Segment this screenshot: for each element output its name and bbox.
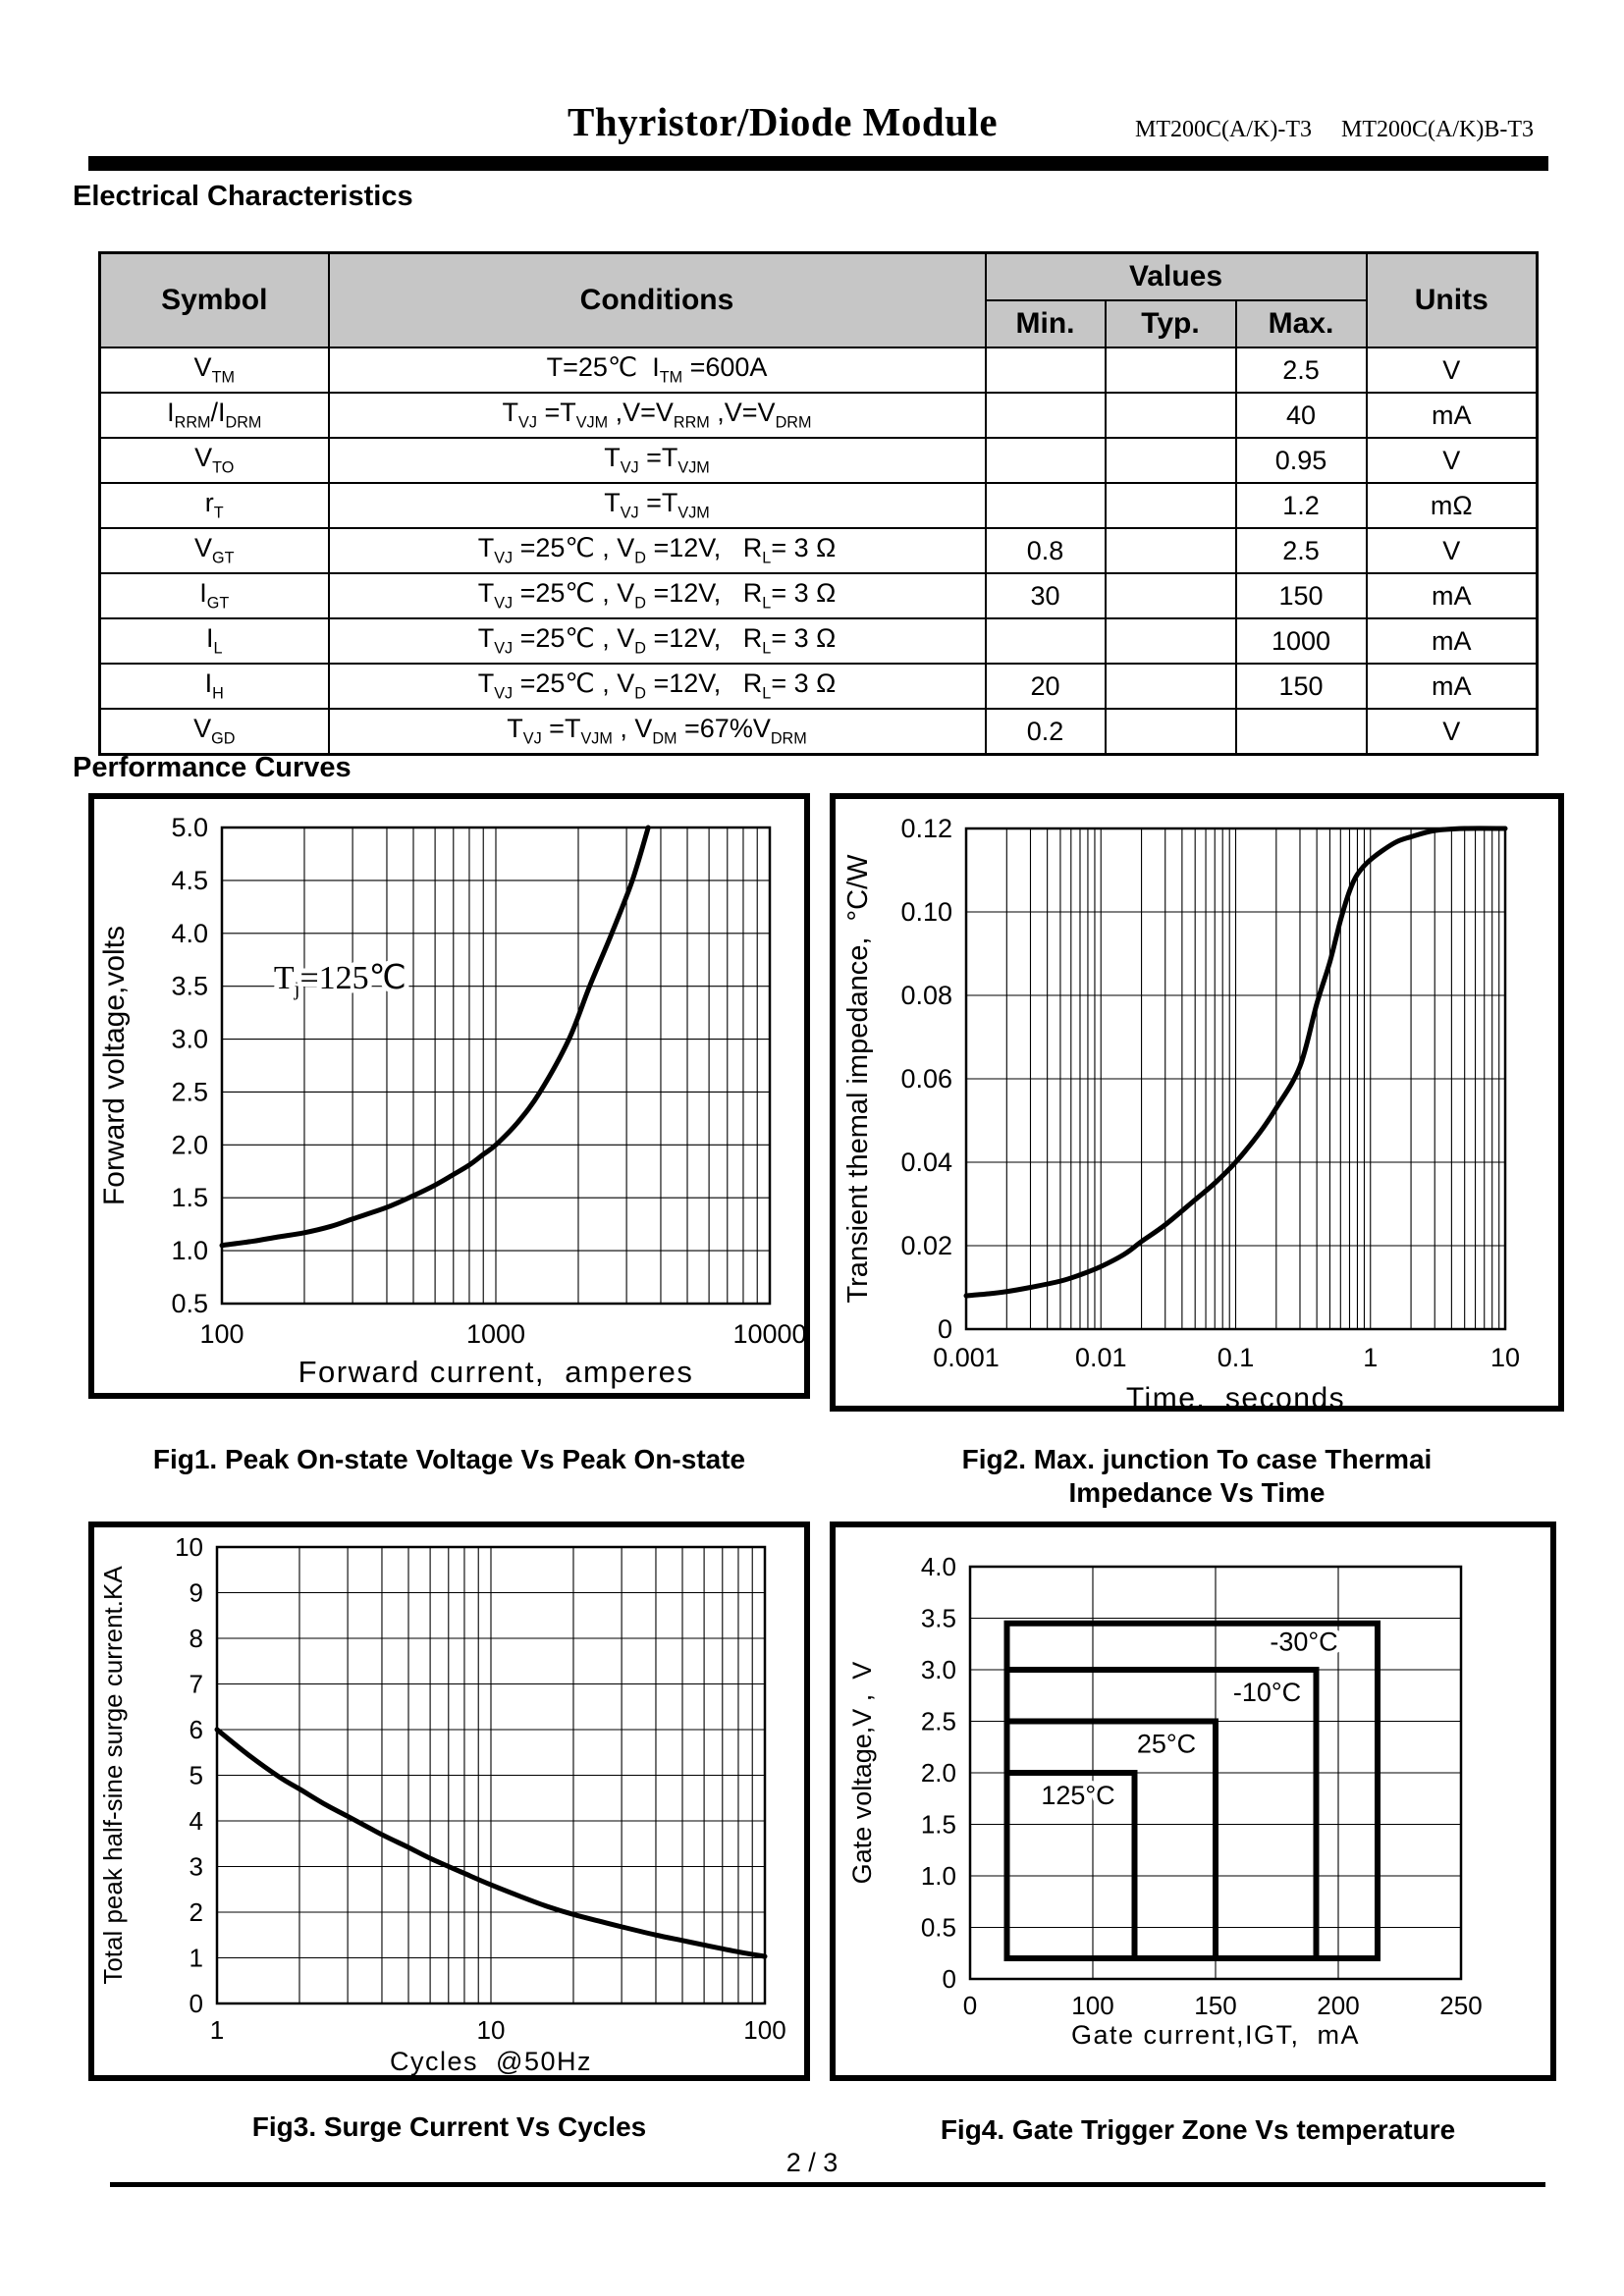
col-header-symbol: Symbol — [100, 253, 329, 348]
grid-lines — [217, 1547, 765, 2003]
x-tick-label: 0.1 — [1217, 1343, 1255, 1372]
y-tick-label: 1.5 — [920, 1809, 956, 1840]
y-tick-label: 0.5 — [920, 1912, 956, 1943]
col-header-max: Max. — [1236, 300, 1367, 347]
cell-min — [986, 438, 1106, 483]
y-tick-label: 4.5 — [171, 865, 208, 895]
chart-annotation: $T_j=125℃$ — [273, 960, 406, 1001]
x-tick-label: 100 — [1071, 1991, 1114, 2020]
cell-symbol: $I_{GT}$ — [100, 573, 329, 618]
fig2-caption — [830, 1443, 1564, 1510]
cell-typ — [1106, 709, 1236, 755]
table-row — [100, 664, 1538, 709]
y-axis-label: Total peak half-sine surge current.KA — [98, 1566, 128, 1985]
cell-typ — [1106, 483, 1236, 528]
cell-conditions: $T_{VJ}$ =25℃ , $V_D =12V$, $R_L= 3$ Ω — [329, 528, 986, 573]
cell-typ — [1106, 528, 1236, 573]
cell-max: 40 — [1236, 393, 1367, 438]
cell-max: 1000 — [1236, 618, 1367, 664]
cell-min — [986, 618, 1106, 664]
y-tick-label: 8 — [189, 1624, 203, 1653]
cell-conditions: $T_{VJ} =T_{VJM}$ $,V=V_{RRM}$ $,V=V_{DRM}$ — [329, 393, 986, 438]
col-header-units: Units — [1367, 253, 1538, 348]
cell-units: mA — [1367, 393, 1538, 438]
x-tick-label: 250 — [1439, 1991, 1483, 2020]
x-tick-label: 150 — [1194, 1991, 1237, 2020]
y-tick-label: 0.10 — [900, 897, 952, 927]
cell-conditions: $T_{VJ} =T_{VJM}$ — [329, 438, 986, 483]
cell-units: V — [1367, 528, 1538, 573]
cell-units: mA — [1367, 664, 1538, 709]
part-number-1: MT200C(A/K)-T3 — [1135, 117, 1313, 142]
fig1-chart — [88, 793, 810, 1399]
cell-max — [1236, 709, 1367, 755]
x-axis-label: Gate current,IGT, mA — [1070, 2020, 1361, 2050]
x-axis-label: Time, seconds — [1125, 1382, 1346, 1415]
zone-rect — [1007, 1670, 1317, 1958]
cell-units: V — [1367, 438, 1538, 483]
y-tick-label: 4.0 — [920, 1552, 956, 1581]
y-tick-label: 6 — [189, 1715, 203, 1744]
cell-symbol: $I_H$ — [100, 664, 329, 709]
fig2-caption-line2: Impedance Vs Time — [1068, 1477, 1326, 1508]
fig1-chart-svg — [94, 799, 807, 1393]
cell-units: mA — [1367, 573, 1538, 618]
cell-max: 150 — [1236, 573, 1367, 618]
y-tick-label: 5.0 — [171, 813, 208, 842]
cell-max: 1.2 — [1236, 483, 1367, 528]
cell-units: V — [1367, 709, 1538, 755]
cell-symbol: $V_{TM}$ — [100, 347, 329, 393]
cell-symbol: $I_{RRM}/I_{DRM}$ — [100, 393, 329, 438]
x-tick-label: 0 — [962, 1991, 978, 2020]
fig3-chart-svg — [94, 1527, 804, 2075]
y-tick-label: 7 — [189, 1669, 203, 1699]
cell-conditions: $T_{VJ} =T_{VJM}$ , $V_{DM} =67\%V_{DRM}$ — [329, 709, 986, 755]
cell-min: 30 — [986, 573, 1106, 618]
cell-min — [986, 393, 1106, 438]
cell-conditions: $T_{VJ}$ =25℃ , $V_D =12V$, $R_L= 3$ Ω — [329, 573, 986, 618]
fig2-chart-svg — [836, 799, 1558, 1415]
zone-label: 125°C — [1041, 1781, 1115, 1811]
y-tick-label: 0.02 — [900, 1231, 952, 1260]
zone-label: 25°C — [1136, 1729, 1197, 1759]
y-tick-label: 0 — [189, 1989, 203, 2018]
x-tick-label: 100 — [199, 1319, 244, 1349]
y-tick-label: 1 — [189, 1943, 203, 1973]
cell-units: V — [1367, 347, 1538, 393]
x-tick-label: 1 — [1363, 1343, 1379, 1372]
y-tick-label: 0 — [937, 1314, 952, 1344]
y-tick-label: 1.0 — [920, 1861, 956, 1891]
x-tick-label: 200 — [1317, 1991, 1360, 2020]
y-tick-label: 2 — [189, 1897, 203, 1927]
col-header-min: Min. — [986, 300, 1106, 347]
cell-min: 20 — [986, 664, 1106, 709]
col-header-values: Values — [986, 253, 1367, 301]
y-tick-label: 4.0 — [171, 918, 208, 948]
x-tick-label: 1000 — [465, 1319, 526, 1349]
footer-divider — [110, 2182, 1545, 2187]
y-axis-label: Forward voltage,volts — [98, 925, 131, 1206]
table-row — [100, 483, 1538, 528]
cell-typ — [1106, 438, 1236, 483]
header-divider — [88, 156, 1548, 171]
cell-min — [986, 483, 1106, 528]
cell-max: 0.95 — [1236, 438, 1367, 483]
page-title: Thyristor/Diode Module — [568, 99, 999, 144]
cell-max: 150 — [1236, 664, 1367, 709]
table-row — [100, 528, 1538, 573]
y-tick-label: 2.0 — [920, 1758, 956, 1788]
cell-min: 0.8 — [986, 528, 1106, 573]
cell-conditions: $T_{VJ}$ =25℃ , $V_D =12V$, $R_L= 3$ Ω — [329, 664, 986, 709]
y-tick-label: 9 — [189, 1577, 203, 1608]
part-numbers — [1135, 117, 1534, 143]
cell-conditions: $T_{VJ} =T_{VJM}$ — [329, 483, 986, 528]
cell-symbol: $V_{GD}$ — [100, 709, 329, 755]
y-tick-label: 0 — [942, 1964, 956, 1994]
y-tick-label: 0.06 — [900, 1064, 952, 1094]
y-tick-label: 3.0 — [171, 1024, 208, 1054]
x-tick-label: 10000 — [732, 1319, 807, 1349]
y-axis-label: Transient themal impedance, °C/W — [842, 854, 874, 1304]
cell-max: 2.5 — [1236, 347, 1367, 393]
y-tick-label: 4 — [189, 1806, 203, 1836]
cell-max: 2.5 — [1236, 528, 1367, 573]
electrical-characteristics-table — [98, 251, 1539, 756]
y-tick-label: 2.0 — [171, 1130, 208, 1160]
table-row — [100, 618, 1538, 664]
table-row — [100, 709, 1538, 755]
cell-units: mΩ — [1367, 483, 1538, 528]
y-tick-label: 1.5 — [171, 1183, 208, 1213]
x-axis-label: Cycles @50Hz — [390, 2047, 592, 2076]
cell-typ — [1106, 347, 1236, 393]
cell-symbol: $V_{GT}$ — [100, 528, 329, 573]
cell-symbol: $I_L$ — [100, 618, 329, 664]
table-row — [100, 393, 1538, 438]
y-tick-label: 3.5 — [920, 1603, 956, 1633]
y-tick-label: 0.5 — [171, 1289, 208, 1318]
x-tick-label: 10 — [1489, 1343, 1521, 1372]
cell-typ — [1106, 573, 1236, 618]
fig1-caption: Fig1. Peak On-state Voltage Vs Peak On-state — [152, 1444, 746, 1474]
x-tick-label: 10 — [476, 2015, 506, 2045]
fig2-caption-line1: Fig2. Max. junction To case Thermai — [961, 1444, 1433, 1474]
part-number-2: MT200C(A/K)B-T3 — [1341, 117, 1534, 142]
y-tick-label: 5 — [189, 1760, 203, 1790]
table-row — [100, 438, 1538, 483]
table-row — [100, 347, 1538, 393]
zone-label: -10°C — [1232, 1678, 1302, 1708]
y-tick-label: 3.5 — [171, 971, 208, 1001]
cell-conditions: $T_{VJ}$ =25℃ , $V_D =12V$, $R_L= 3$ Ω — [329, 618, 986, 664]
cell-symbol: $r_T$ — [100, 483, 329, 528]
fig4-caption: Fig4. Gate Trigger Zone Vs temperature — [940, 2114, 1456, 2145]
y-tick-label: 10 — [175, 1532, 203, 1562]
x-tick-label: 0.001 — [933, 1343, 1000, 1372]
y-tick-label: 2.5 — [171, 1077, 208, 1107]
y-tick-label: 0.04 — [900, 1148, 952, 1177]
x-axis-label: Forward current, amperes — [298, 1355, 694, 1389]
section-performance-curves: Performance Curves — [73, 752, 352, 783]
x-tick-label: 100 — [743, 2015, 786, 2045]
y-axis-label: Gate voltage,V , V — [847, 1661, 877, 1885]
fig4-chart — [830, 1522, 1556, 2081]
x-tick-label: 0.01 — [1074, 1343, 1127, 1372]
fig3-chart — [88, 1522, 810, 2081]
cell-conditions: T=25℃ $I_{TM} =600A$ — [329, 347, 986, 393]
fig3-caption: Fig3. Surge Current Vs Cycles — [251, 2111, 647, 2142]
col-header-typ: Typ. — [1106, 300, 1236, 347]
cell-typ — [1106, 393, 1236, 438]
cell-typ — [1106, 618, 1236, 664]
y-tick-label: 0.12 — [900, 814, 952, 843]
grid-lines — [966, 828, 1505, 1329]
cell-symbol: $V_{TO}$ — [100, 438, 329, 483]
cell-min: 0.2 — [986, 709, 1106, 755]
fig2-chart — [830, 793, 1564, 1415]
section-electrical-characteristics: Electrical Characteristics — [73, 181, 413, 212]
cell-typ — [1106, 664, 1236, 709]
cell-min — [986, 347, 1106, 393]
zone-label: -30°C — [1270, 1627, 1338, 1657]
electrical-table-body — [100, 347, 1538, 755]
y-tick-label: 3.0 — [920, 1655, 956, 1684]
y-tick-label: 1.0 — [171, 1236, 208, 1266]
page-number: 2 / 3 — [785, 2148, 839, 2177]
col-header-conditions: Conditions — [329, 253, 986, 348]
y-tick-label: 0.08 — [900, 981, 952, 1010]
fig4-chart-svg — [836, 1527, 1550, 2075]
y-tick-label: 3 — [189, 1851, 203, 1882]
cell-units: mA — [1367, 618, 1538, 664]
table-row — [100, 573, 1538, 618]
x-tick-label: 1 — [209, 2015, 225, 2045]
y-tick-label: 2.5 — [920, 1706, 956, 1736]
